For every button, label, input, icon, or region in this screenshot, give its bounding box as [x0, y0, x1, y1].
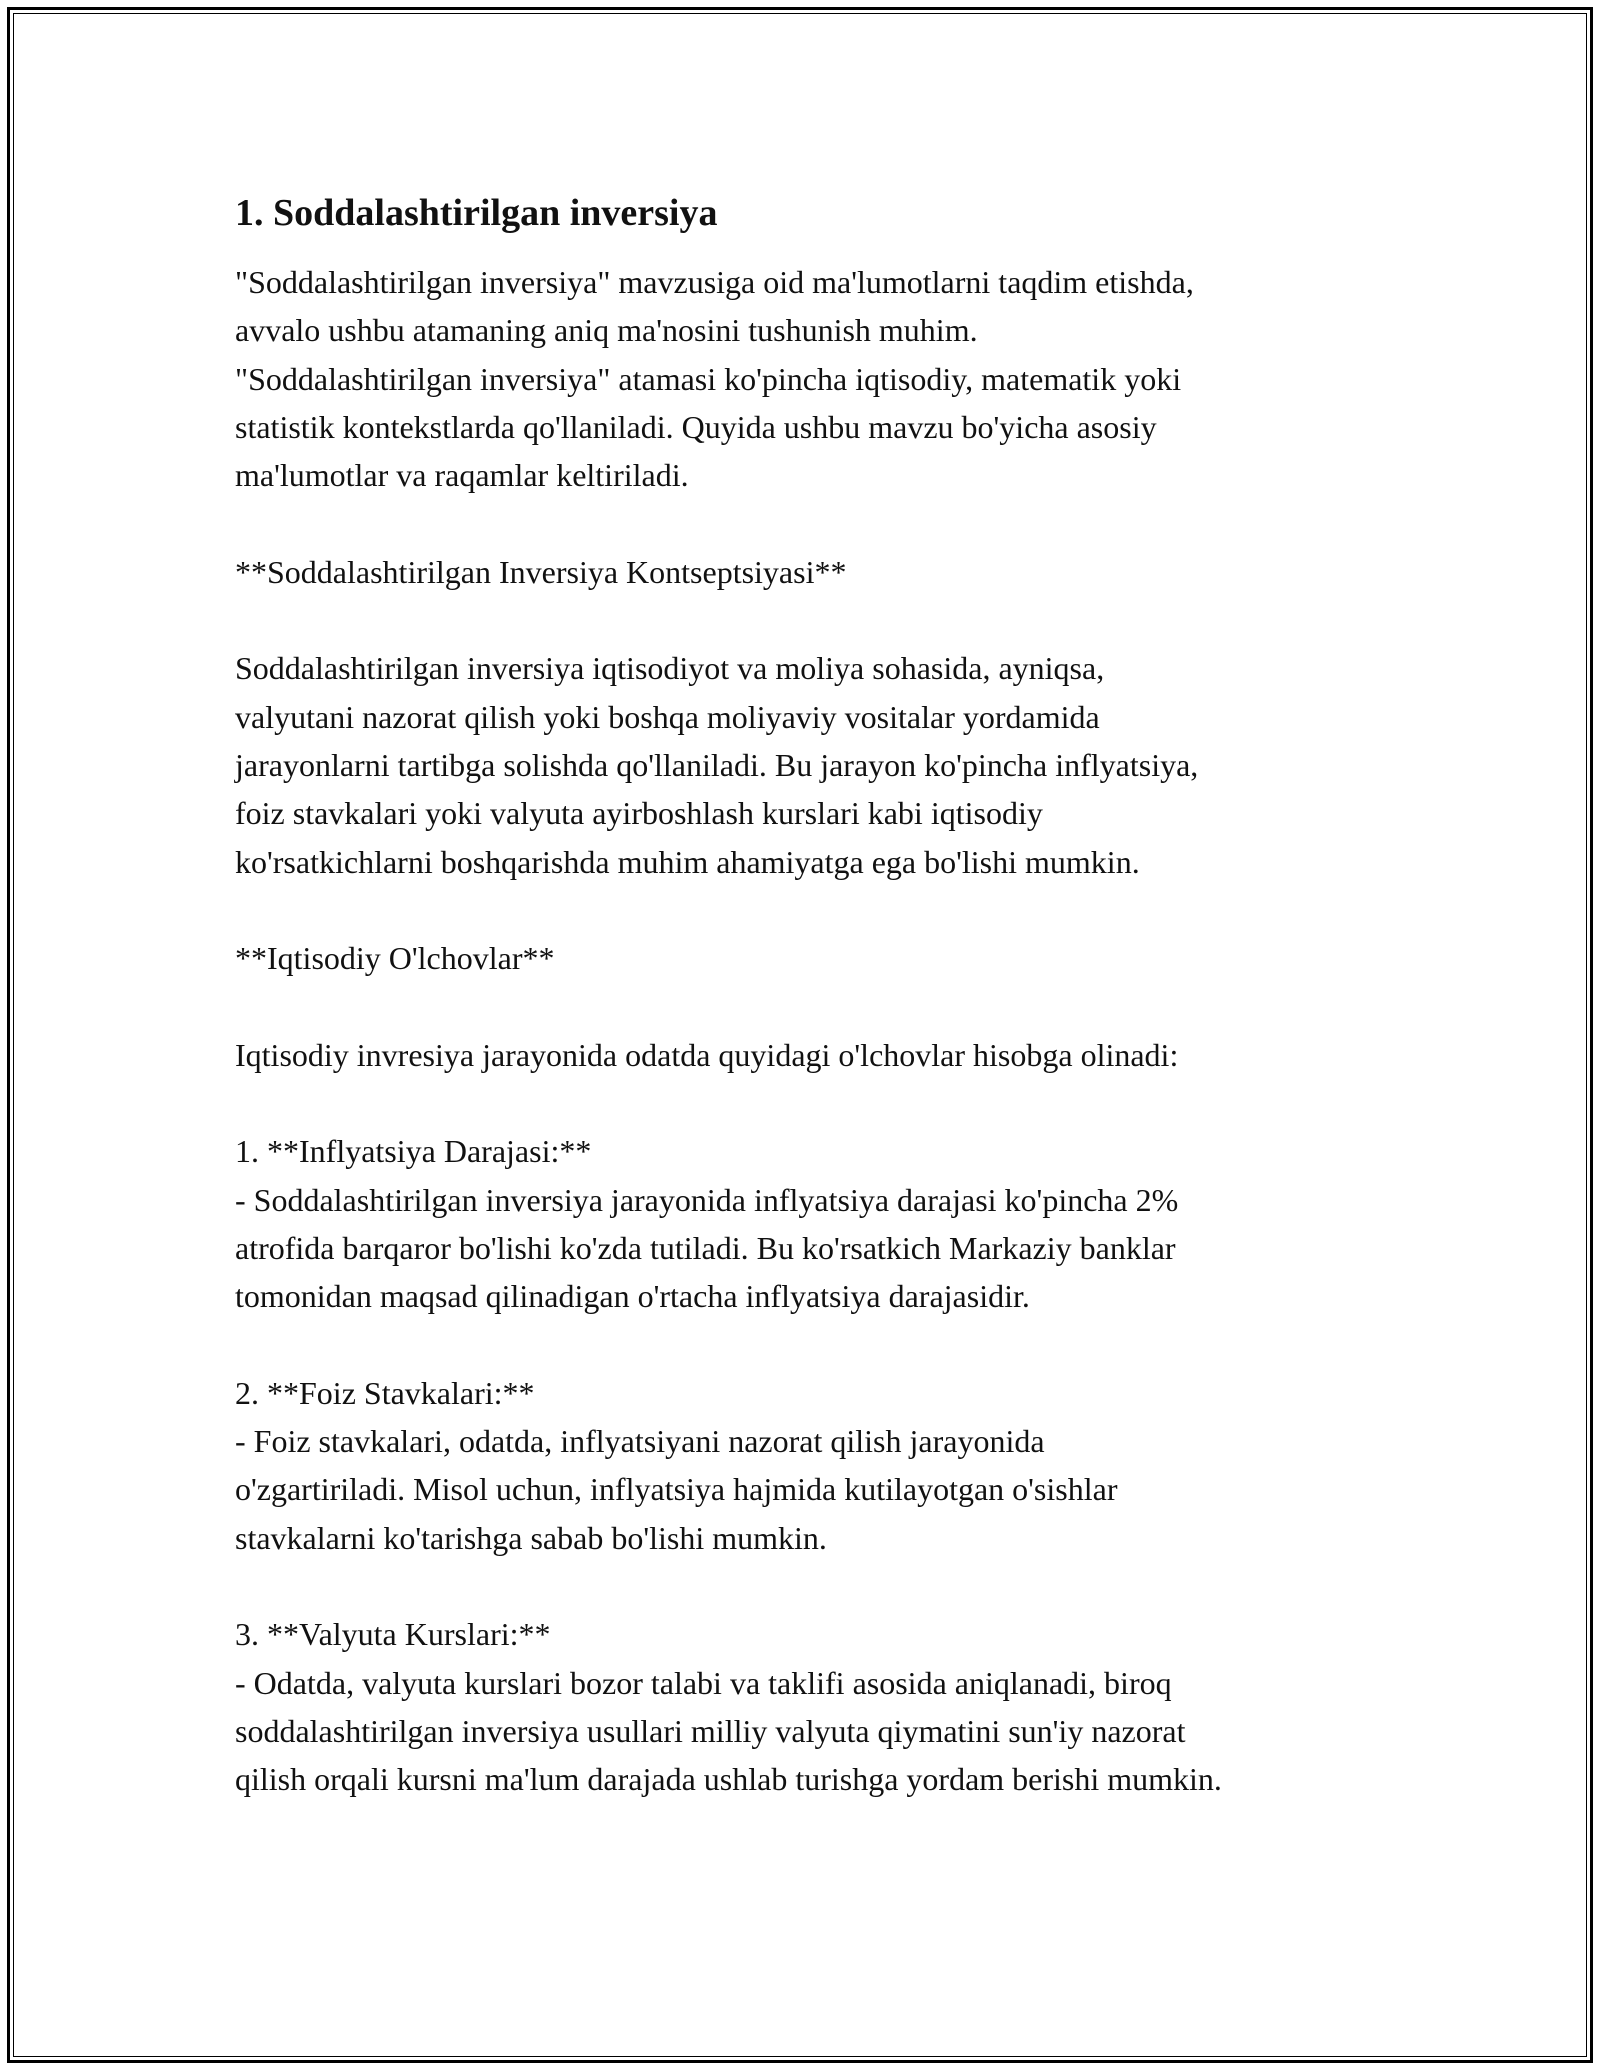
- paragraph-gap: [235, 1079, 1435, 1127]
- section-heading: 1. Soddalashtirilgan inversiya: [235, 192, 718, 234]
- paragraph-gap: [235, 982, 1435, 1030]
- list-item-exchange-rates: 3. **Valyuta Kurslari:** - Odatda, valyuta kurslari bozor talabi va taklifi asosida aniqlanadi, biroq soddalashtirilgan inversiya usullari milliy valyuta qiymatini sun'iy nazorat qilish orqali kursni ma'lum darajada ushlab turishga yordam berishi mumkin.: [235, 1616, 1222, 1798]
- measures-intro: Iqtisodiy invresiya jarayonida odatda quyidagi o'lchovlar hisobga olinadi:: [235, 1036, 1179, 1073]
- document-body: [235, 186, 1435, 1804]
- concept-paragraph: Soddalashtirilgan inversiya iqtisodiyot va moliya sohasida, ayniqsa, valyutani nazorat qilish yoki boshqa moliyaviy vositalar yordamida jarayonlarni tartibga solishda qo'llaniladi. Bu jarayon ko'pincha inflyatsiya, foiz stavkalari yoki valyuta ayirboshlash kurslari kabi iqtisodiy ko'rsatkichlarni boshqarishda muhim ahamiyatga ega bo'lishi mumkin.: [235, 650, 1199, 880]
- list-item-inflation: 1. **Inflyatsiya Darajasi:** - Soddalashtirilgan inversiya jarayonida inflyatsiya darajasi ko'pincha 2% atrofida barqaror bo'lishi ko'zda tutiladi. Bu ko'rsatkich Markaziy banklar tomonidan maqsad qilinadigan o'rtacha inflyatsiya darajasidir.: [235, 1133, 1179, 1315]
- measures-subheading: **Iqtisodiy O'lchovlar**: [235, 940, 555, 977]
- paragraph-gap: [235, 499, 1435, 547]
- intro-paragraph: "Soddalashtirilgan inversiya" mavzusiga oid ma'lumotlarni taqdim etishda, avvalo ushbu atamaning aniq ma'nosini tushunish muhim. "Soddalashtirilgan inversiya" atamasi ko'pincha iqtisodiy, matematik yoki statistik kontekstlarda qo'llaniladi. Quyida ushbu mavzu bo'yicha asosiy ma'lumotlar va raqamlar keltiriladi.: [235, 264, 1194, 494]
- concept-subheading: **Soddalashtirilgan Inversiya Kontseptsiyasi**: [235, 553, 847, 590]
- list-item-interest-rates: 2. **Foiz Stavkalari:** - Foiz stavkalari, odatda, inflyatsiyani nazorat qilish jarayonida o'zgartiriladi. Misol uchun, inflyatsiya hajmida kutilayotgan o'sishlar stavkalarni ko'tarishga sabab bo'lishi mumkin.: [235, 1374, 1118, 1556]
- paragraph-gap: [235, 886, 1435, 934]
- paragraph-gap: [235, 596, 1435, 644]
- paragraph-gap: [235, 1562, 1435, 1610]
- paragraph-gap: [235, 1321, 1435, 1369]
